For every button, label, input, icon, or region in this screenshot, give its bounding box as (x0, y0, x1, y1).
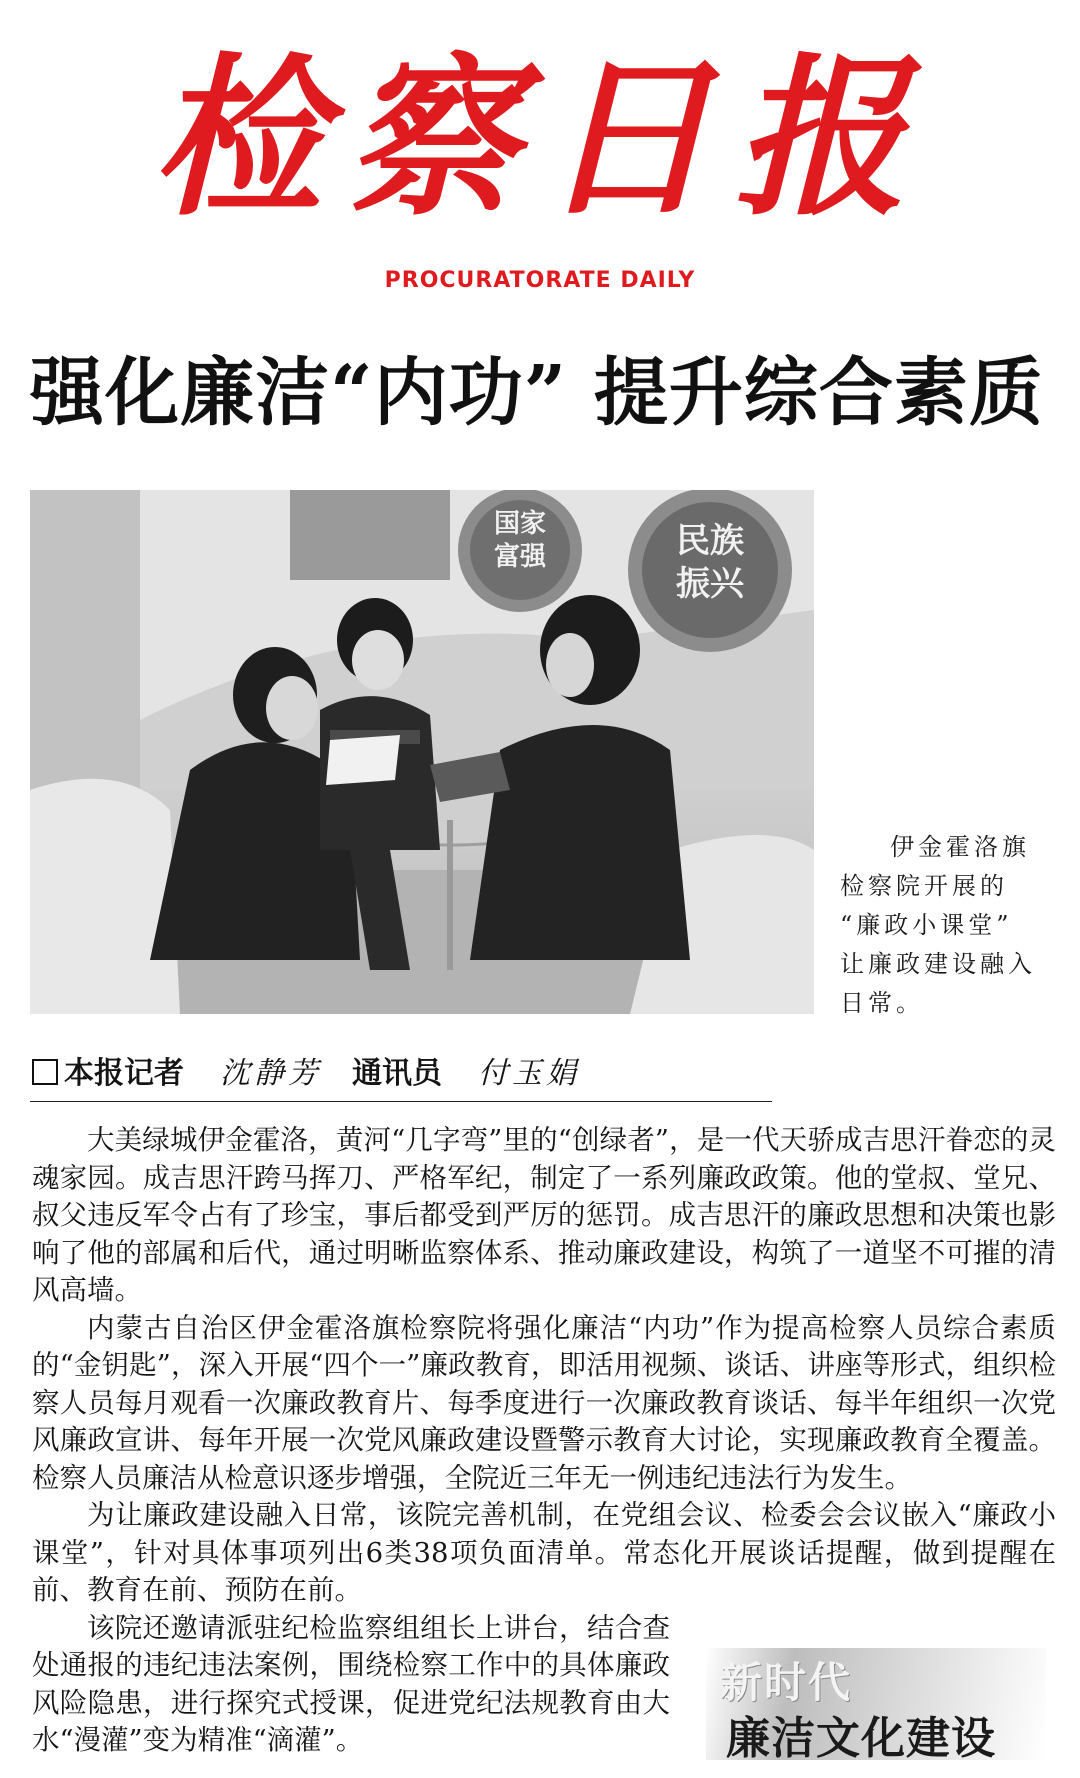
article-paragraph: 大美绿城伊金霍洛，黄河“几字弯”里的“创绿者”，是一代天骄成吉思汗眷恋的灵魂家园。成吉思汗跨马挥刀、严格军纪，制定了一系列廉政政策。他的堂叔、堂兄、叔父违反军令占有了珍宝，事后都受到严厉的惩罚。成吉思汗的廉政思想和决策也影响了他的部属和后代，通过明晰监察体系、推动廉政建设，构筑了一道坚不可摧的清风高墙。 (32, 1124, 1056, 1306)
photo-caption (840, 828, 1055, 1023)
article-paragraph: 该院还邀请派驻纪检监察组组长上讲台，结合查处通报的违纪违法案例，围绕检察工作中的具体廉政风险隐患，进行探究式授课，促进党纪法规教育由大水“漫灌”变为精准“滴灌”。 (32, 1611, 670, 1756)
caption-line: “廉政小课堂” (840, 911, 1013, 939)
masthead-title: 检察日报 (152, 36, 928, 239)
caption-line: 日常。 (840, 989, 924, 1017)
square-icon (32, 1059, 58, 1085)
caption-line: 检察院开展的 (840, 872, 1008, 900)
byline-role-reporter: 本报记者 (64, 1056, 184, 1091)
wall-word-2: 富强 (493, 542, 547, 572)
column-badge (706, 1648, 1046, 1764)
wall-word-4: 振兴 (676, 564, 744, 604)
news-photo (30, 490, 814, 1014)
masthead-subtitle: PROCURATORATE DAILY (384, 268, 696, 293)
column-badge-line1: 新时代 (720, 1658, 853, 1707)
wall-word-3: 民族 (676, 521, 744, 561)
byline-name-reporter: 沈静芳 (220, 1056, 322, 1091)
byline-name-correspondent: 付玉娟 (478, 1056, 580, 1091)
column-badge-line2: 廉洁文化建设 (726, 1713, 996, 1764)
byline-role-correspondent: 通讯员 (352, 1056, 442, 1091)
caption-line: 伊金霍洛旗 (890, 833, 1030, 861)
article-paragraph: 为让廉政建设融入日常，该院完善机制，在党组会议、检委会会议嵌入“廉政小课堂”，针对具体事项列出6类38项负面清单。常态化开展谈话提醒，做到提醒在前、教育在前、预防在前。 (32, 1499, 1056, 1606)
byline (32, 1053, 772, 1095)
wall-word-1: 国家 (493, 509, 547, 539)
news-photo-illustration (30, 490, 814, 1014)
caption-line: 让廉政建设融入 (840, 950, 1036, 978)
article-paragraph: 内蒙古自治区伊金霍洛旗检察院将强化廉洁“内功”作为提高检察人员综合素质的“金钥匙”，深入开展“四个一”廉政教育，即活用视频、谈话、讲座等形式，组织检察人员每月观看一次廉政教育片、每季度进行一次廉政教育谈话、每半年组织一次党风廉政宣讲、每年开展一次党风廉政建设暨警示教育大讨论，实现廉政教育全覆盖。检察人员廉洁从检意识逐步增强，全院近三年无一例违纪违法行为发生。 (32, 1311, 1056, 1494)
headline: 强化廉洁“内功” 提升综合素质 (30, 350, 1044, 436)
byline-divider (30, 1101, 772, 1102)
